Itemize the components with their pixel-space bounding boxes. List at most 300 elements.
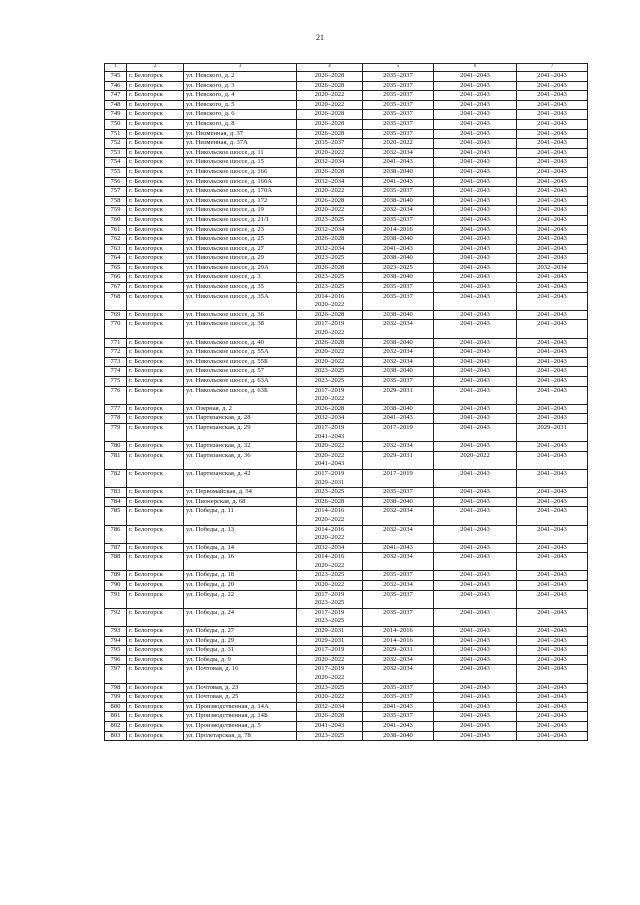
row-number-cell: 776: [105, 386, 127, 404]
address-cell: ул. Партизанская, д. 42: [184, 469, 297, 487]
table-row: [105, 367, 588, 377]
period-cell: 2041–2043: [434, 507, 517, 525]
period-cell: [297, 81, 363, 91]
period-cell: 2041–2043: [517, 488, 588, 498]
city-cell: г. Белогорск: [127, 571, 184, 581]
table-row: [105, 627, 588, 637]
period-cell: 2035–2037: [363, 590, 434, 608]
address-cell: ул. Никольское шоссе, д. 21/1: [184, 215, 297, 225]
period-cell: [297, 655, 363, 665]
table-row: [105, 148, 588, 158]
table-row: [105, 110, 588, 120]
period-value: 2026–2028: [314, 72, 345, 79]
city-cell: г. Белогорск: [127, 507, 184, 525]
period-value: 2026–2028: [314, 81, 345, 89]
row-number-cell: 767: [105, 283, 127, 293]
period-value: 2023–2025: [314, 254, 345, 262]
table-row: [105, 590, 588, 608]
period-cell: 2041–2043: [517, 119, 588, 129]
period-cell: 2041–2043: [434, 665, 517, 683]
period-value: 2017–2019: [314, 646, 345, 654]
period-cell: [297, 553, 363, 571]
row-number-cell: 785: [105, 507, 127, 525]
period-cell: 2041–2043: [434, 423, 517, 441]
period-cell: 2041–2043: [517, 377, 588, 387]
city-cell: г. Белогорск: [127, 357, 184, 367]
period-cell: [297, 263, 363, 273]
table-row: [105, 655, 588, 665]
period-cell: 2041–2043: [434, 244, 517, 254]
period-cell: [297, 348, 363, 358]
address-cell: ул. Никольское шоссе, д. 38: [184, 320, 297, 338]
period-cell: 2041–2043: [434, 187, 517, 197]
period-value: 2032–2034: [314, 158, 345, 166]
period-cell: [297, 571, 363, 581]
table-row: [105, 177, 588, 187]
city-cell: г. Белогорск: [127, 525, 184, 543]
period-cell: [297, 148, 363, 158]
city-cell: г. Белогорск: [127, 497, 184, 507]
city-cell: г. Белогорск: [127, 225, 184, 235]
period-value: 2020–2022: [314, 693, 345, 701]
period-cell: 2041–2043: [434, 683, 517, 693]
row-number-cell: 772: [105, 348, 127, 358]
period-cell: 2041–2043: [517, 702, 588, 712]
address-cell: ул. Никольское шоссе, д. 63Б: [184, 386, 297, 404]
city-cell: г. Белогорск: [127, 81, 184, 91]
period-cell: 2041–2043: [434, 646, 517, 656]
address-cell: ул. Победы, д. 29: [184, 636, 297, 646]
period-cell: 2041–2043: [517, 414, 588, 424]
table-row: [105, 507, 588, 525]
period-cell: 2041–2043: [434, 263, 517, 273]
period-cell: 2032–2034: [363, 507, 434, 525]
row-number-cell: 765: [105, 263, 127, 273]
period-value: 2014–2016: [314, 525, 345, 533]
period-value: 2032–2034: [314, 543, 345, 551]
period-cell: [297, 377, 363, 387]
period-cell: [297, 627, 363, 637]
period-cell: 2035–2037: [363, 91, 434, 101]
table-row: [105, 646, 588, 656]
row-number-cell: 773: [105, 357, 127, 367]
period-value: 2026–2028: [314, 310, 345, 318]
period-value: 2026–2028: [314, 712, 345, 720]
period-cell: 2014–2016: [363, 636, 434, 646]
period-cell: [297, 254, 363, 264]
city-cell: г. Белогорск: [127, 139, 184, 149]
city-cell: г. Белогорск: [127, 627, 184, 637]
row-number-cell: 746: [105, 81, 127, 91]
address-cell: ул. Невского, д. 8: [184, 119, 297, 129]
period-value: 2017–2019: [314, 386, 345, 394]
period-cell: 2041–2043: [517, 646, 588, 656]
city-cell: г. Белогорск: [127, 683, 184, 693]
period-cell: 2041–2043: [434, 377, 517, 387]
row-number-cell: 748: [105, 100, 127, 110]
city-cell: г. Белогорск: [127, 187, 184, 197]
period-cell: [297, 702, 363, 712]
period-value: 2020–2022: [314, 451, 345, 459]
period-cell: 2041–2043: [517, 338, 588, 348]
row-number-cell: 801: [105, 712, 127, 722]
city-cell: г. Белогорск: [127, 543, 184, 553]
period-cell: [297, 646, 363, 656]
address-cell: ул. Никольское шоссе, д. 36: [184, 310, 297, 320]
period-cell: 2032–2034: [363, 525, 434, 543]
row-number-cell: 761: [105, 225, 127, 235]
period-cell: 2029–2031: [363, 386, 434, 404]
period-cell: 2041–2043: [434, 254, 517, 264]
period-cell: [297, 507, 363, 525]
period-value: 2020–2022: [314, 674, 345, 681]
period-cell: 2041–2043: [434, 469, 517, 487]
period-value: 2017–2019: [314, 665, 345, 673]
period-cell: 2032–2034: [363, 442, 434, 452]
city-cell: г. Белогорск: [127, 338, 184, 348]
period-cell: 2041–2043: [517, 81, 588, 91]
period-cell: 2035–2037: [363, 72, 434, 82]
column-header: 2: [127, 64, 184, 72]
row-number-cell: 798: [105, 683, 127, 693]
address-cell: ул. Никольское шоссе, д. 29: [184, 254, 297, 264]
table-row: [105, 283, 588, 293]
table-row: [105, 543, 588, 553]
period-cell: 2041–2043: [434, 488, 517, 498]
table-row: [105, 712, 588, 722]
row-number-cell: 769: [105, 310, 127, 320]
period-cell: 2032–2034: [517, 263, 588, 273]
period-cell: 2041–2043: [517, 608, 588, 626]
period-cell: 2041–2043: [434, 235, 517, 245]
row-number-cell: 790: [105, 581, 127, 591]
table-row: [105, 158, 588, 168]
period-value: 2017–2019: [314, 423, 345, 431]
row-number-cell: 750: [105, 119, 127, 129]
period-cell: 2041–2043: [434, 590, 517, 608]
row-number-cell: 800: [105, 702, 127, 712]
period-value: 2020–2022: [314, 187, 345, 195]
table-row: [105, 196, 588, 206]
period-cell: 2041–2043: [517, 721, 588, 731]
city-cell: г. Белогорск: [127, 283, 184, 293]
city-cell: г. Белогорск: [127, 721, 184, 731]
address-cell: ул. Никольское шоссе, д. 35: [184, 283, 297, 293]
row-number-cell: 803: [105, 731, 127, 741]
period-value: 2020–2022: [314, 206, 345, 214]
period-cell: 2041–2043: [517, 404, 588, 414]
period-cell: 2041–2043: [363, 177, 434, 187]
row-number-cell: 793: [105, 627, 127, 637]
address-cell: ул. Никольское шоссе, д. 11: [184, 148, 297, 158]
period-value: 2026–2028: [314, 338, 345, 346]
address-cell: ул. Партизанская, д. 32: [184, 442, 297, 452]
period-value: 2020–2022: [314, 100, 345, 108]
period-cell: 2041–2043: [434, 655, 517, 665]
period-value: 2026–2028: [314, 263, 345, 271]
period-cell: 2041–2043: [517, 571, 588, 581]
row-number-cell: 782: [105, 469, 127, 487]
period-cell: 2041–2043: [517, 693, 588, 703]
period-cell: 2041–2043: [434, 91, 517, 101]
period-cell: 2032–2034: [363, 655, 434, 665]
period-cell: [297, 451, 363, 469]
period-value: 2026–2028: [314, 497, 345, 505]
city-cell: г. Белогорск: [127, 215, 184, 225]
period-cell: 2035–2037: [363, 377, 434, 387]
row-number-cell: 799: [105, 693, 127, 703]
table-row: [105, 244, 588, 254]
period-value: 2020–2022: [314, 442, 345, 450]
table-row: [105, 404, 588, 414]
period-cell: 2041–2043: [434, 338, 517, 348]
period-cell: 2035–2037: [363, 712, 434, 722]
address-cell: ул. Пролетарская, д. 78: [184, 731, 297, 741]
address-cell: ул. Победы, д. 16: [184, 553, 297, 571]
period-cell: 2041–2043: [517, 91, 588, 101]
period-value: 2020–2022: [314, 148, 345, 156]
period-cell: 2041–2043: [363, 543, 434, 553]
period-cell: 2041–2043: [517, 636, 588, 646]
period-cell: 2029–2031: [517, 423, 588, 441]
row-number-cell: 777: [105, 404, 127, 414]
period-cell: 2041–2043: [434, 100, 517, 110]
address-cell: ул. Невского, д. 2: [184, 72, 297, 82]
period-cell: 2041–2043: [434, 414, 517, 424]
period-cell: 2041–2043: [517, 386, 588, 404]
row-number-cell: 802: [105, 721, 127, 731]
period-cell: 2041–2043: [434, 357, 517, 367]
period-value: 2026–2028: [314, 235, 345, 243]
period-cell: 2035–2037: [363, 187, 434, 197]
period-value: 2020–2022: [314, 534, 345, 542]
period-cell: 2032–2034: [363, 348, 434, 358]
row-number-cell: 766: [105, 273, 127, 283]
city-cell: г. Белогорск: [127, 386, 184, 404]
row-number-cell: 758: [105, 196, 127, 206]
period-cell: [297, 386, 363, 404]
table-row: [105, 451, 588, 469]
row-number-cell: 791: [105, 590, 127, 608]
period-cell: [297, 177, 363, 187]
period-cell: [297, 206, 363, 216]
period-cell: [297, 292, 363, 310]
row-number-cell: 768: [105, 292, 127, 310]
address-cell: ул. Победы, д. 20: [184, 581, 297, 591]
address-cell: ул. Партизанская, д. 36: [184, 451, 297, 469]
period-cell: 2032–2034: [363, 553, 434, 571]
address-cell: ул. Победы, д. 11: [184, 507, 297, 525]
period-cell: 2041–2043: [517, 215, 588, 225]
period-cell: 2035–2037: [363, 110, 434, 120]
period-cell: 2035–2037: [363, 81, 434, 91]
period-cell: 2041–2043: [517, 158, 588, 168]
period-cell: 2041–2043: [434, 310, 517, 320]
period-cell: 2041–2043: [434, 177, 517, 187]
period-cell: 2020–2022: [363, 139, 434, 149]
period-value: 2023–2025: [314, 367, 345, 375]
table-row: [105, 72, 588, 82]
city-cell: г. Белогорск: [127, 581, 184, 591]
period-cell: 2041–2043: [517, 72, 588, 82]
period-value: 2032–2034: [314, 702, 345, 710]
city-cell: г. Белогорск: [127, 414, 184, 424]
city-cell: г. Белогорск: [127, 646, 184, 656]
table-row: [105, 187, 588, 197]
table-row: [105, 683, 588, 693]
period-cell: 2041–2043: [434, 72, 517, 82]
period-cell: 2032–2034: [363, 320, 434, 338]
table-row: [105, 206, 588, 216]
period-cell: 2020–2022: [434, 451, 517, 469]
city-cell: г. Белогорск: [127, 206, 184, 216]
period-cell: 2041–2043: [434, 206, 517, 216]
period-cell: 2041–2043: [517, 665, 588, 683]
period-cell: 2041–2043: [434, 608, 517, 626]
table-row: [105, 167, 588, 177]
period-cell: 2041–2043: [434, 442, 517, 452]
period-cell: 2032–2034: [363, 665, 434, 683]
period-cell: 2041–2043: [363, 702, 434, 712]
address-cell: ул. Никольское шоссе, д. 15: [184, 158, 297, 168]
period-cell: 2041–2043: [434, 139, 517, 149]
city-cell: г. Белогорск: [127, 263, 184, 273]
period-cell: [297, 442, 363, 452]
period-value: 2023–2025: [314, 273, 345, 281]
city-cell: г. Белогорск: [127, 636, 184, 646]
city-cell: г. Белогорск: [127, 72, 184, 82]
column-header: 3: [184, 64, 297, 72]
row-number-cell: 745: [105, 72, 127, 82]
table-row: [105, 235, 588, 245]
period-cell: [297, 683, 363, 693]
city-cell: г. Белогорск: [127, 442, 184, 452]
period-cell: 2041–2043: [517, 712, 588, 722]
period-cell: [297, 581, 363, 591]
city-cell: г. Белогорск: [127, 451, 184, 469]
document-table: [104, 63, 587, 741]
period-cell: [297, 497, 363, 507]
period-cell: 2041–2043: [517, 497, 588, 507]
period-value: 2023–2025: [314, 617, 345, 625]
table-row: [105, 442, 588, 452]
row-number-cell: 763: [105, 244, 127, 254]
period-cell: 2041–2043: [434, 581, 517, 591]
period-cell: 2041–2043: [434, 553, 517, 571]
row-number-cell: 795: [105, 646, 127, 656]
period-cell: 2041–2043: [434, 627, 517, 637]
period-cell: 2041–2043: [434, 158, 517, 168]
address-cell: ул. Победы, д. 31: [184, 646, 297, 656]
period-cell: [297, 590, 363, 608]
address-cell: ул. Производственная, д. 5: [184, 721, 297, 731]
period-value: 2032–2034: [314, 414, 345, 422]
period-cell: [297, 100, 363, 110]
city-cell: г. Белогорск: [127, 273, 184, 283]
period-cell: 2038–2040: [363, 273, 434, 283]
column-header: 1: [105, 64, 127, 72]
address-cell: ул. Почтовая, д. 23: [184, 683, 297, 693]
city-cell: г. Белогорск: [127, 702, 184, 712]
table-row: [105, 338, 588, 348]
period-cell: [297, 158, 363, 168]
city-cell: г. Белогорск: [127, 235, 184, 245]
period-value: 2026–2028: [314, 110, 345, 118]
period-cell: 2041–2043: [517, 581, 588, 591]
period-cell: [297, 414, 363, 424]
row-number-cell: 775: [105, 377, 127, 387]
table-header: [105, 64, 588, 72]
city-cell: г. Белогорск: [127, 608, 184, 626]
period-cell: 2041–2043: [434, 693, 517, 703]
row-number-cell: 781: [105, 451, 127, 469]
city-cell: г. Белогорск: [127, 177, 184, 187]
period-cell: [297, 712, 363, 722]
period-cell: 2014–2016: [363, 627, 434, 637]
table-row: [105, 215, 588, 225]
table-row: [105, 721, 588, 731]
column-header: 7: [517, 64, 588, 72]
row-number-cell: 779: [105, 423, 127, 441]
period-cell: 2041–2043: [517, 310, 588, 320]
period-cell: 2041–2043: [517, 543, 588, 553]
period-value: 2041–2043: [314, 460, 345, 468]
table-row: [105, 320, 588, 338]
period-value: 2017–2019: [314, 608, 345, 616]
period-cell: 2041–2043: [434, 404, 517, 414]
period-cell: 2041–2043: [517, 244, 588, 254]
period-value: 2032–2034: [314, 177, 345, 185]
period-cell: 2041–2043: [434, 348, 517, 358]
period-cell: 2038–2040: [363, 731, 434, 741]
row-number-cell: 796: [105, 655, 127, 665]
period-cell: 2041–2043: [517, 139, 588, 149]
city-cell: г. Белогорск: [127, 254, 184, 264]
row-number-cell: 797: [105, 665, 127, 683]
period-cell: 2041–2043: [434, 81, 517, 91]
period-cell: [297, 665, 363, 683]
table-row: [105, 702, 588, 712]
period-cell: [297, 225, 363, 235]
period-cell: 2035–2037: [363, 608, 434, 626]
period-cell: 2041–2043: [434, 225, 517, 235]
period-cell: [297, 273, 363, 283]
period-cell: 2041–2043: [517, 148, 588, 158]
period-cell: [297, 72, 363, 82]
period-cell: 2041–2043: [434, 636, 517, 646]
period-value: 2029–2031: [314, 636, 345, 644]
address-cell: ул. Победы, д. 14: [184, 543, 297, 553]
period-value: 2014–2016: [314, 292, 345, 300]
address-cell: ул. Никольское шоссе, д. 29А: [184, 263, 297, 273]
column-header: 4: [297, 64, 363, 72]
period-cell: [297, 525, 363, 543]
row-number-cell: 756: [105, 177, 127, 187]
row-number-cell: 774: [105, 367, 127, 377]
period-cell: 2041–2043: [517, 187, 588, 197]
period-value: 2023–2025: [314, 571, 345, 579]
period-value: 2020–2022: [314, 561, 345, 569]
period-value: 2023–2025: [314, 731, 345, 739]
period-cell: 2032–2034: [363, 148, 434, 158]
table-row: [105, 497, 588, 507]
period-cell: 2038–2040: [363, 254, 434, 264]
period-cell: [297, 608, 363, 626]
period-cell: 2041–2043: [434, 543, 517, 553]
table-row: [105, 310, 588, 320]
address-cell: ул. Низменная, д. 37А: [184, 139, 297, 149]
period-cell: [297, 110, 363, 120]
